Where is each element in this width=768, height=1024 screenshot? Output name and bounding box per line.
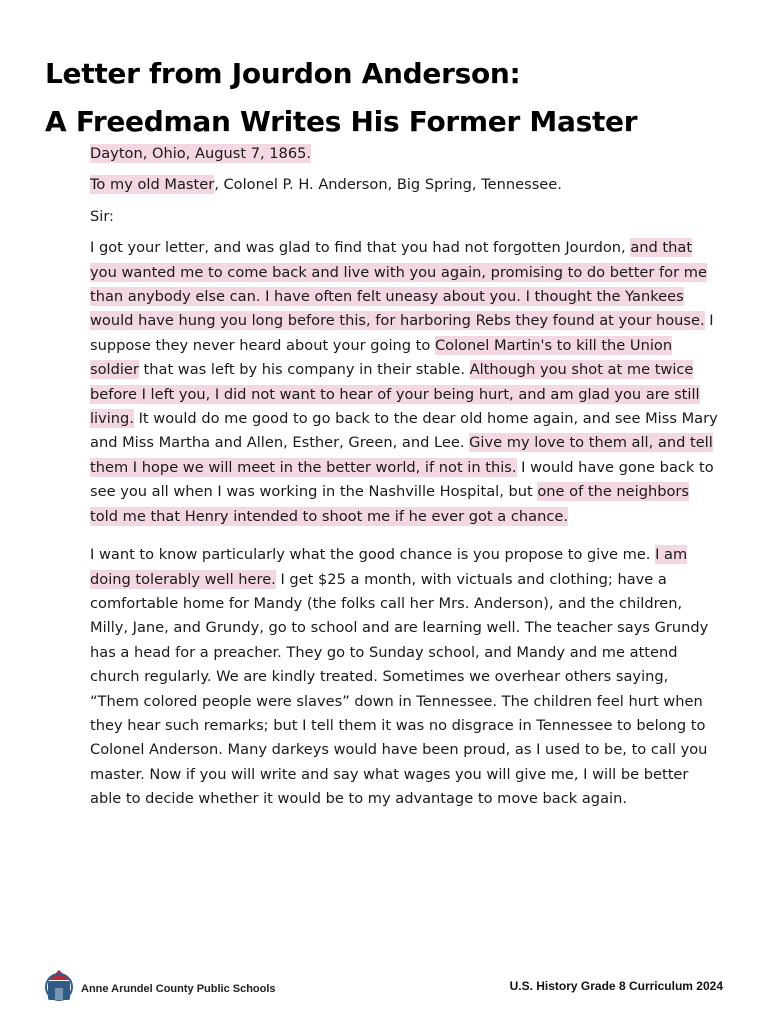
footer-organization: Anne Arundel County Public Schools [81,983,276,995]
highlighted-passage: Give my love to them all, and tell them I hope we will meet in the better world, if not in this. [90,434,713,476]
letter-body [90,142,720,826]
passage-text: I got your letter, and was glad to find that you had not forgotten Jourdon, [90,239,631,257]
title-line-1: Letter from Jourdon Anderson: [45,57,521,90]
schoolhouse-logo-icon [43,968,75,1002]
passage-text: I get $25 a month, with victuals and clothing; have a comfortable home for Mandy (the folks call her Mrs. Anderson), and the children, Milly, Jane, and Grundy, go to school and are learning well. The teacher says Grundy has a head for a preacher. They go to Sunday school, and Mandy and me attend church regularly. We are kindly treated. Sometimes we overhear others saying, “Them colored people were slaves” down in Tennessee. The children feel hurt when they hear such remarks; but I tell them it was no disgrace in Tennessee to belong to Colonel Anderson. Many darkeys would have been proud, as I used to be, to call you master. Now if you will write and say what wages you will give me, I will be better able to decide whether it would be to my advantage to move back again. [90,570,709,808]
passage-text: It would do me good to go back to the dear old home again, and see Miss Mary and Miss Martha and Allen, Esther, Green, and Lee. [90,410,718,452]
highlighted-passage: and that you wanted me to come back and live with you again, promising to do better for me than anybody else can. I have often felt uneasy about you. I thought the Yankees would have hung you long before this, for harboring Rebs they found at your house. [90,239,707,330]
passage-text: I suppose they never heard about your going to [90,312,714,354]
letter-address [90,173,720,197]
letter-paragraph-1 [90,236,720,529]
title-line-2: A Freedman Writes His Former Master [45,105,638,138]
passage-text: that was left by his company in their stable. [138,361,470,379]
letter-paragraph-2 [90,543,720,811]
highlighted-passage: Colonel Martin's to kill the Union soldier [90,336,673,379]
highlighted-dateline: Dayton, Ohio, August 7, 1865. [90,145,312,162]
letter-salutation: Sir: [90,207,114,225]
footer-course: U.S. History Grade 8 Curriculum 2024 [509,979,723,993]
highlighted-passage: I am doing tolerably well here. [90,546,688,588]
document-title [45,50,745,146]
passage-text: I would have gone back to see you all when I was working in the Nashville Hospital, but [90,458,714,501]
highlighted-address: To my old Master [90,176,215,194]
address-rest: , Colonel P. H. Anderson, Big Spring, Tennessee. [214,176,562,194]
highlighted-passage: Although you shot at me twice before I left you, I did not want to hear of your being hurt, and am glad you are still living. [90,361,700,428]
letter-dateline [90,142,720,166]
highlighted-passage: one of the neighbors told me that Henry intended to shoot me if he ever got a chance. [90,483,690,525]
passage-text: I want to know particularly what the good chance is you propose to give me. [90,546,656,564]
